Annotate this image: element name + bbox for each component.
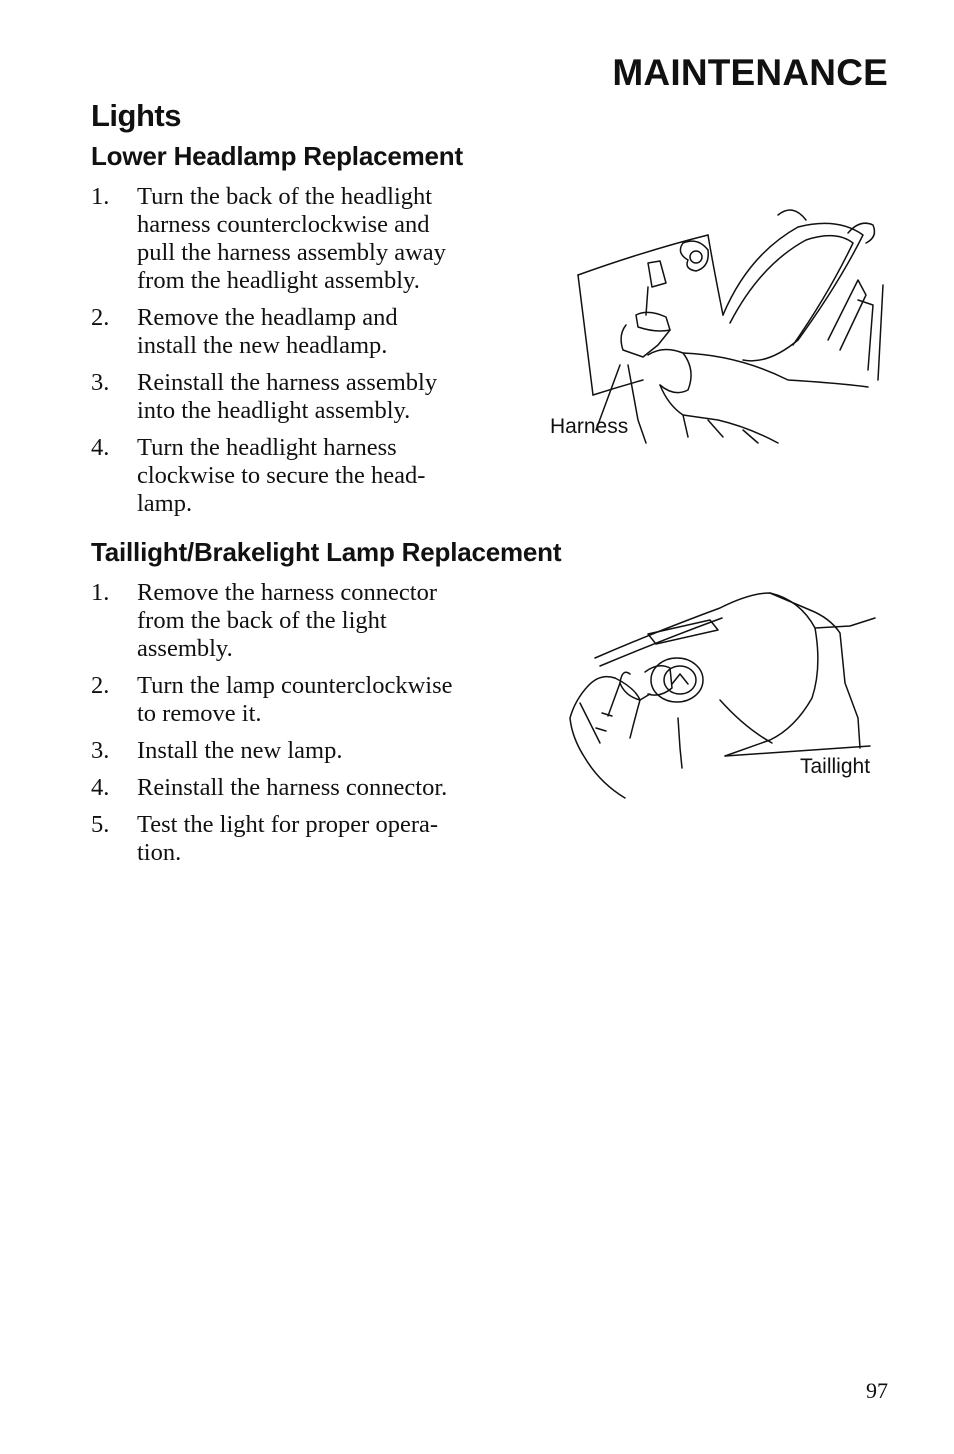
headlamp-steps xyxy=(91,183,501,527)
step-line: Install the new lamp. xyxy=(137,737,343,764)
step-item xyxy=(91,737,501,765)
step-number: 3. xyxy=(91,369,110,396)
page-number: 97 xyxy=(866,1378,888,1403)
step-line: Test the light for proper opera- xyxy=(137,811,439,838)
step-item xyxy=(91,369,501,425)
step-number: 4. xyxy=(91,774,110,801)
step-line: assembly. xyxy=(137,635,233,662)
step-item xyxy=(91,579,501,663)
step-line: Turn the back of the headlight xyxy=(137,183,433,210)
step-number: 5. xyxy=(91,811,110,838)
step-line: pull the harness assembly away xyxy=(137,239,446,266)
step-number: 3. xyxy=(91,737,110,764)
step-number: 2. xyxy=(91,304,110,331)
step-item xyxy=(91,811,501,867)
step-number: 2. xyxy=(91,672,110,699)
step-line: lamp. xyxy=(137,490,193,517)
step-item xyxy=(91,434,501,518)
step-line: Turn the headlight harness xyxy=(137,434,397,461)
harness-label: Harness xyxy=(550,415,629,438)
step-line: from the back of the light xyxy=(137,607,387,634)
headlamp-figure xyxy=(548,205,888,450)
step-line: install the new headlamp. xyxy=(137,332,388,359)
section-title: MAINTENANCE xyxy=(612,52,888,93)
step-item xyxy=(91,183,501,295)
step-line: Turn the lamp counterclockwise xyxy=(137,672,453,699)
taillight-label: Taillight xyxy=(800,755,871,778)
taillight-steps xyxy=(91,579,501,876)
headlamp-heading: Lower Headlamp Replacement xyxy=(91,141,463,171)
step-line: Reinstall the harness assembly xyxy=(137,369,438,396)
step-line: into the headlight assembly. xyxy=(137,397,411,424)
headlamp-illustration xyxy=(548,205,888,450)
step-line: clockwise to secure the head- xyxy=(137,462,426,489)
step-line: Remove the harness connector xyxy=(137,579,438,606)
step-line: Remove the headlamp and xyxy=(137,304,398,331)
step-item xyxy=(91,672,501,728)
step-line: from the headlight assembly. xyxy=(137,267,420,294)
page-title: Lights xyxy=(91,98,181,133)
step-number: 4. xyxy=(91,434,110,461)
step-line: Reinstall the harness connector. xyxy=(137,774,448,801)
step-item xyxy=(91,774,501,802)
taillight-figure xyxy=(560,588,890,808)
step-line: to remove it. xyxy=(137,700,262,727)
taillight-heading: Taillight/Brakelight Lamp Replacement xyxy=(91,537,562,567)
step-line: tion. xyxy=(137,839,182,866)
step-number: 1. xyxy=(91,579,110,606)
step-item xyxy=(91,304,501,360)
step-line: harness counterclockwise and xyxy=(137,211,430,238)
step-number: 1. xyxy=(91,183,110,210)
